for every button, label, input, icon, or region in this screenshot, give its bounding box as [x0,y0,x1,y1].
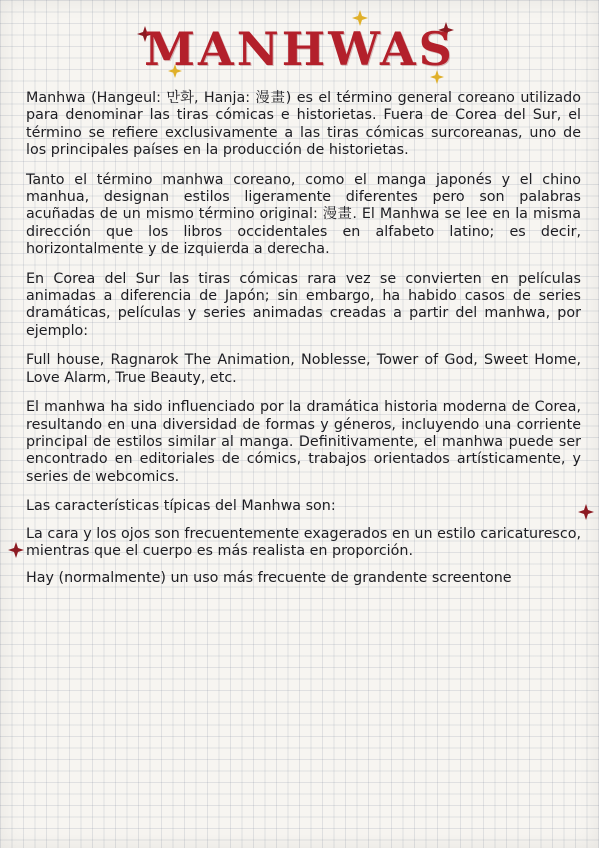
paragraph-terms: Tanto el término manhwa coreano, como el manga japonés y el chino manhua, designan estilos ligeramente diferentes pero son palabras acuñadas de un mismo término original: 漫畫. El Manhwa se lee en la misma dirección que los libros occidentales en alfabeto latino; es decir, horizontalmente y de izquierda a derecha. [26,171,581,258]
paragraph-influence: El manhwa ha sido influenciado por la dramática historia moderna de Corea, resultando en una diversidad de formas y géneros, incluyendo una corriente principal de estilos similar al manga. Definitivamente, el manhwa puede ser encontrado en editoriales de cómics, trabajos orientados artísticamente, y series de webcomics. [26,399,581,485]
paragraph-definition: Manhwa (Hangeul: 만화, Hanja: 漫畫) es el término general coreano utilizado para denominar las tiras cómicas e historietas. Fuera de Corea del Sur, el término se refiere exclusivamente a las tiras cómicas surcoreanas, uno de los principales países en la producción de historietas. [26,90,581,159]
page-title: MANHWAS [144,22,455,76]
paragraph-features-heading: Las características típicas del Manhwa son: [26,498,336,515]
paragraph-feature-screentone: Hay (normalmente) un uso más frecuente de grandente screentone [26,570,512,587]
paragraph-feature-face: La cara y los ojos son frecuentemente exagerados en un estilo caricaturesco, mientras que el cuerpo es más realista en proporción. [26,525,581,559]
paragraph-examples: Full house, Ragnarok The Animation, Noblesse, Tower of God, Sweet Home, Love Alarm, True Beauty, etc. [26,352,581,386]
handwritten-notes [26,90,581,598]
paragraph-adaptations: En Corea del Sur las tiras cómicas rara vez se convierten en películas animadas a diferencia de Japón; sin embargo, ha habido casos de series dramáticas, películas y series animadas creadas a partir del manhwa, por ejemplo: [26,270,581,339]
sparkle-red-icon [8,542,24,558]
